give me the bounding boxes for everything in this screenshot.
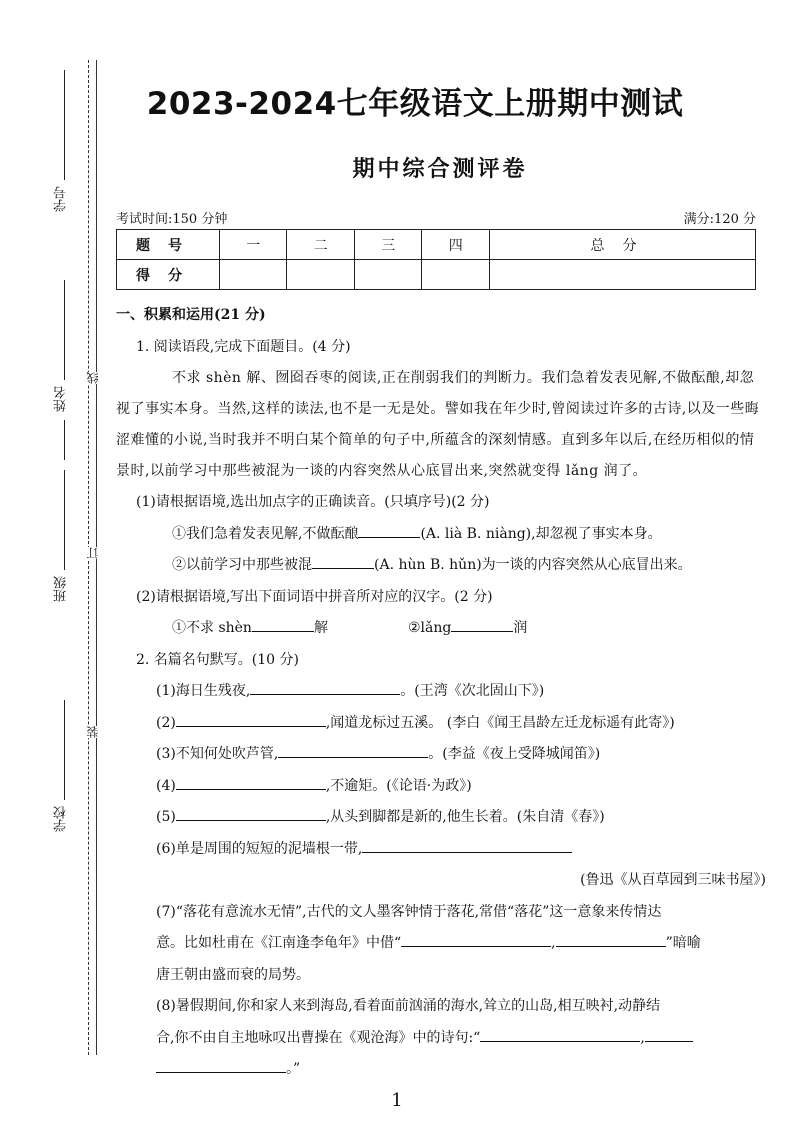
question-2-item-8-c: 。” — [116, 1054, 766, 1086]
binding-mark-zhuang: 装 — [86, 726, 100, 738]
class-field-line[interactable] — [64, 470, 65, 570]
question-2-item-2: (2) ,闻道龙标过五溪。 (李白《闻王昌龄左迁龙标遥有此寄》) — [116, 708, 766, 740]
answer-blank[interactable] — [176, 775, 326, 790]
score-table-header-row — [117, 230, 756, 260]
answer-blank[interactable] — [176, 712, 326, 727]
question-1-1-a: ①我们急着发表见解,不做酝酿 (A. lià B. niàng),却忽视了事实本身。 — [116, 519, 766, 551]
answer-blank[interactable] — [312, 554, 374, 569]
name-field-line[interactable] — [64, 280, 65, 380]
question-2-item-8-b: 合,你不由自主地咏叹出曹操在《观沧海》中的诗句:“ , — [116, 1023, 766, 1055]
binding-mark-line: 线 — [86, 372, 100, 384]
binding-mark-ding: 订 — [86, 547, 100, 559]
question-2-item-7-a: (7)“落花有意流水无情”,古代的文人墨客钟情于落花,常借“落花”这一意象来传情达 — [156, 903, 662, 920]
student-id-field-line[interactable] — [64, 70, 65, 180]
answer-blank[interactable] — [156, 1058, 286, 1073]
score-table — [116, 229, 756, 290]
answer-blank[interactable] — [451, 617, 513, 632]
question-2-item-8-a: (8)暑假期间,你和家人来到海岛,看着面前汹涌的海水,耸立的山岛,相互映衬,动静结 — [156, 998, 661, 1014]
full-score: 满分:120 分 — [683, 212, 756, 227]
answer-blank[interactable] — [358, 523, 420, 538]
question-2-stem: 2. 名篇名句默写。(10 分) — [136, 651, 299, 668]
answer-blank[interactable] — [252, 617, 314, 632]
score-input-cell[interactable] — [287, 260, 354, 290]
question-2-item-6-source: (鲁迅《从百草园到三味书屋》) — [580, 872, 766, 888]
score-table-cell: 四 — [422, 230, 489, 260]
score-input-cell[interactable] — [354, 260, 421, 290]
score-table-cell: 二 — [287, 230, 354, 260]
score-input-cell[interactable] — [422, 260, 489, 290]
question-2-item-7-c: 唐王朝由盛而衰的局势。 — [156, 966, 310, 983]
exam-time: 考试时间:150 分钟 — [116, 212, 228, 227]
school-label: 学校 — [54, 806, 69, 832]
answer-blank[interactable] — [278, 743, 428, 758]
score-table-cell: 一 — [220, 230, 287, 260]
answer-blank[interactable] — [401, 932, 551, 947]
answer-blank[interactable] — [556, 932, 666, 947]
answer-blank[interactable] — [250, 680, 400, 695]
question-2-item-6: (6)单是周围的短短的泥墙根一带, — [116, 834, 766, 866]
score-table-score-row — [117, 260, 756, 290]
answer-blank[interactable] — [176, 806, 326, 821]
score-input-cell[interactable] — [489, 260, 755, 290]
page-number: 1 — [391, 1090, 403, 1111]
question-1-2: (2)请根据语境,写出下面词语中拼音所对应的汉字。(2 分) — [136, 588, 493, 605]
section-title: 一、积累和运用(21 分) — [116, 307, 266, 323]
score-table-cell: 三 — [354, 230, 421, 260]
exam-content — [116, 300, 766, 1086]
score-table-cell: 总分 — [489, 230, 755, 260]
question-1-stem: 1. 阅读语段,完成下面题目。(4 分) — [136, 338, 351, 355]
exam-subtitle: 期中综合测评卷 — [352, 156, 528, 182]
question-1-1-b: ②以前学习中那些被混 (A. hùn B. hǔn)为一谈的内容突然从心底冒出来。 — [116, 550, 766, 582]
answer-blank[interactable] — [645, 1027, 693, 1042]
score-input-cell[interactable] — [220, 260, 287, 290]
student-id-label: 学号 — [54, 186, 69, 212]
exam-title: 2023-2024七年级语文上册期中测试 — [146, 86, 684, 122]
question-1-1: (1)请根据语境,选出加点字的正确读音。(只填序号)(2 分) — [136, 494, 490, 510]
reading-passage: 不求 shèn 解、囫囵吞枣的阅读,正在削弱我们的判断力。我们急着发表见解,不做酝酿,却忽视了事实本身。当然,这样的读法,也不是一无是处。譬如我在年少时,曾阅读过许多的古诗,以及一些晦涩难懂的小说,当时我并不明白某个简单的句子中,所蕴含的深刻情感。直到多年以后,在经历相似的情景时,以前学习中那些被混为一谈的内容突然从心底冒出来,突然就变得 lǎng 润了。 — [116, 370, 760, 479]
school-field-line[interactable] — [64, 700, 65, 800]
name-label: 姓名 — [54, 386, 69, 412]
question-2-item-7-b: 意。比如杜甫在《江南逢李龟年》中借“ , ”暗喻 — [116, 928, 766, 960]
score-table-cell: 得分 — [117, 260, 220, 290]
question-2-item-4: (4) ,不逾矩。(《论语·为政》) — [116, 771, 766, 803]
question-2-item-3: (3)不知何处吹芦管, 。(李益《夜上受降城闻笛》) — [116, 739, 766, 771]
class-label: 班级 — [54, 576, 69, 602]
name-field-line-lower — [64, 420, 65, 460]
answer-blank[interactable] — [362, 838, 572, 853]
question-2-item-1: (1)海日生残夜, 。(王湾《次北固山下》) — [116, 676, 766, 708]
question-2-item-5: (5) ,从头到脚都是新的,他生长着。(朱自清《春》) — [116, 802, 766, 834]
question-1-2-items: ①不求 shèn 解 ②lǎng 润 — [116, 613, 766, 645]
answer-blank[interactable] — [480, 1027, 640, 1042]
score-table-cell: 题号 — [117, 230, 220, 260]
